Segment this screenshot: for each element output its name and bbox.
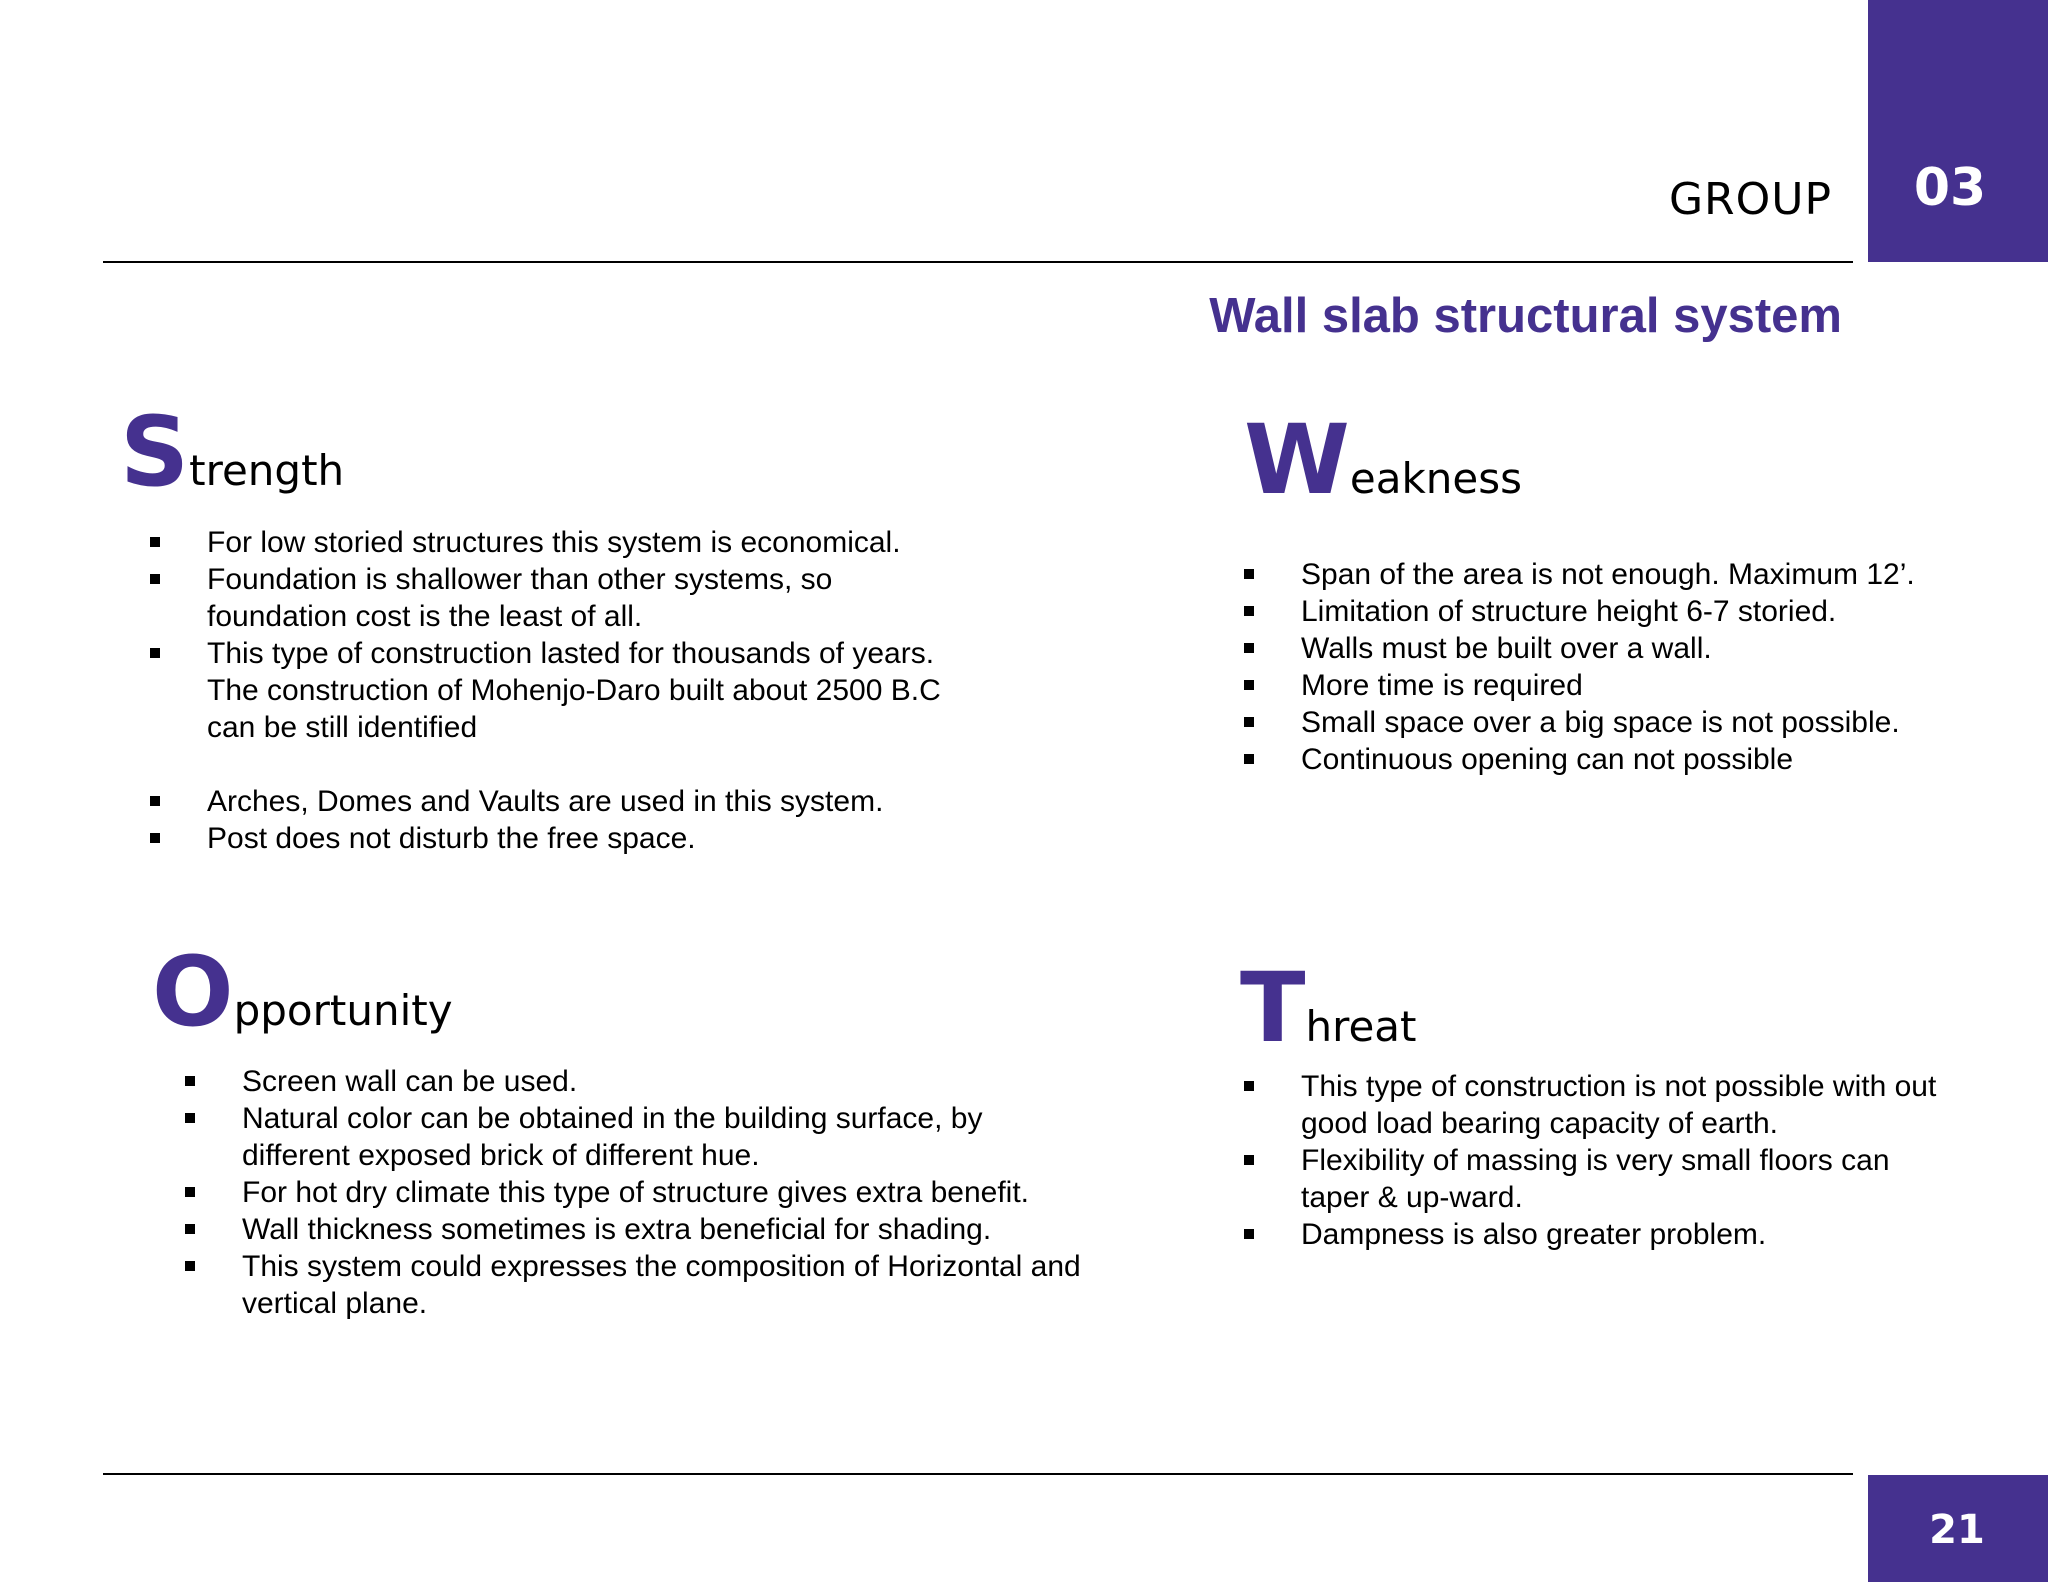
- strength-item: Post does not disturb the free space.: [150, 820, 970, 857]
- strength-item: Arches, Domes and Vaults are used in this system.: [150, 783, 970, 820]
- opportunity-item: Natural color can be obtained in the building surface, by different exposed brick of different hue.: [185, 1100, 1022, 1174]
- weakness-item: More time is required: [1244, 667, 2004, 704]
- strength-heading: [120, 396, 345, 508]
- opportunity-item: Wall thickness sometimes is extra beneficial for shading.: [185, 1211, 1065, 1248]
- threat-list: [1244, 1068, 1984, 1253]
- threat-item: Dampness is also greater problem.: [1244, 1216, 1984, 1253]
- opportunity-list: [185, 1063, 1081, 1322]
- weakness-item: Limitation of structure height 6-7 storied.: [1244, 593, 2004, 630]
- weakness-item: Walls must be built over a wall.: [1244, 630, 2004, 667]
- weakness-item: Small space over a big space is not possible.: [1244, 704, 2004, 741]
- page-title: Wall slab structural system: [1209, 289, 1842, 343]
- strength-item: Foundation is shallower than other systems, so foundation cost is the least of all.: [150, 561, 847, 635]
- threat-item: This type of construction is not possible with out good load bearing capacity of earth.: [1244, 1068, 1984, 1142]
- footer-divider: [103, 1473, 1853, 1475]
- page-number: 21: [1929, 1507, 1985, 1553]
- strength-initial: S: [120, 396, 190, 508]
- weakness-initial: W: [1244, 404, 1350, 516]
- opportunity-item: For hot dry climate this type of structure gives extra benefit.: [185, 1174, 1065, 1211]
- header-divider: [103, 261, 1853, 263]
- opportunity-item: This system could expresses the composition of Horizontal and vertical plane.: [185, 1248, 1082, 1322]
- opportunity-heading-rest: pportunity: [233, 986, 453, 1035]
- threat-heading-rest: hreat: [1305, 1002, 1417, 1051]
- strength-heading-rest: trength: [189, 446, 345, 495]
- weakness-heading: [1244, 404, 1523, 516]
- strength-item: For low storied structures this system is economical.: [150, 524, 970, 561]
- weakness-heading-rest: eakness: [1349, 454, 1523, 503]
- group-number: 03: [1913, 158, 1987, 218]
- opportunity-heading: [152, 936, 453, 1048]
- opportunity-item: Screen wall can be used.: [185, 1063, 1065, 1100]
- threat-item: Flexibility of massing is very small floors can taper & up-ward.: [1244, 1142, 1961, 1216]
- strength-item: This type of construction lasted for thousands of years. The construction of Mohenjo-Daro built about 2500 B.C can be still identified: [150, 635, 977, 746]
- weakness-item: Continuous opening can not possible: [1244, 741, 2004, 778]
- weakness-list: [1244, 556, 2004, 778]
- group-label: GROUP: [1668, 174, 1832, 225]
- weakness-item: Span of the area is not enough. Maximum 12’.: [1244, 556, 2004, 593]
- strength-list: [150, 524, 970, 857]
- group-corner-block: [1868, 0, 2048, 262]
- threat-heading: [1240, 952, 1417, 1064]
- threat-initial: T: [1240, 952, 1306, 1064]
- opportunity-initial: O: [152, 936, 234, 1048]
